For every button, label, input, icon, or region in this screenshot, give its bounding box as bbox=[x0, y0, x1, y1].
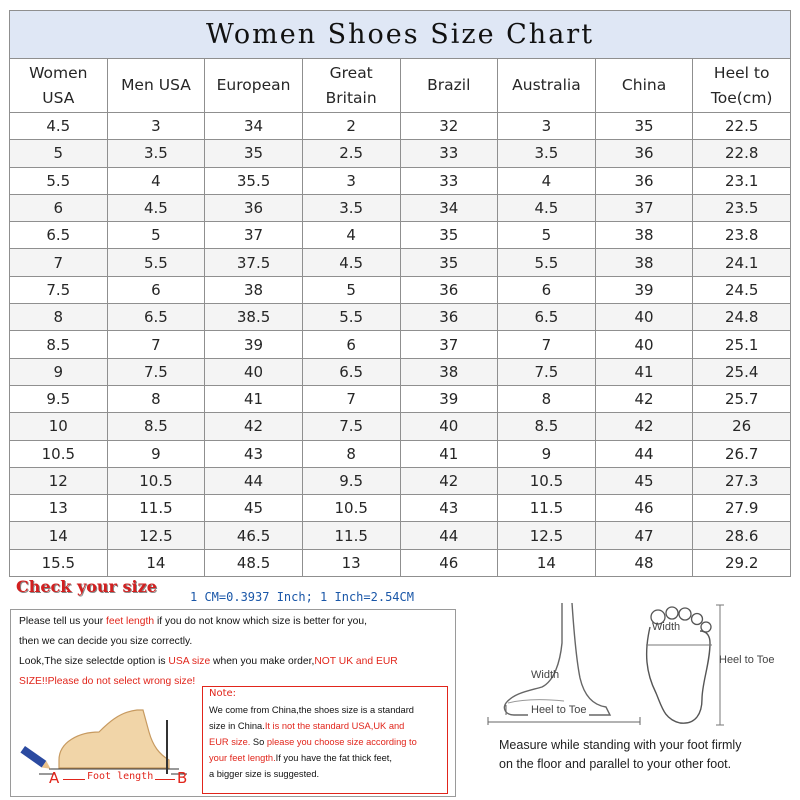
table-cell: 4 bbox=[302, 222, 400, 249]
table-cell: 6 bbox=[302, 331, 400, 358]
heel-to-toe-label-side: Heel to Toe bbox=[528, 704, 589, 716]
table-cell: 8 bbox=[10, 304, 108, 331]
table-row bbox=[10, 358, 791, 385]
table-row bbox=[10, 495, 791, 522]
table-cell: 47 bbox=[595, 522, 693, 549]
table-cell: 38 bbox=[595, 249, 693, 276]
table-row bbox=[10, 549, 791, 576]
chart-title: Women Shoes Size Chart bbox=[10, 11, 791, 59]
table-cell: 48.5 bbox=[205, 549, 303, 576]
table-cell: 6 bbox=[498, 276, 596, 303]
table-cell: 42 bbox=[595, 385, 693, 412]
table-cell: 33 bbox=[400, 167, 498, 194]
table-cell: 7.5 bbox=[10, 276, 108, 303]
table-cell: 3.5 bbox=[107, 140, 205, 167]
table-cell: 14 bbox=[107, 549, 205, 576]
table-cell: 4.5 bbox=[302, 249, 400, 276]
table-cell: 37 bbox=[400, 331, 498, 358]
table-row bbox=[10, 276, 791, 303]
table-cell: 32 bbox=[400, 113, 498, 140]
table-cell: 36 bbox=[595, 140, 693, 167]
table-cell: 4 bbox=[107, 167, 205, 194]
table-cell: 35 bbox=[595, 113, 693, 140]
table-cell: 38.5 bbox=[205, 304, 303, 331]
column-header-text: USA bbox=[42, 88, 75, 107]
column-header-text: Brazil bbox=[427, 76, 471, 94]
table-cell: 7.5 bbox=[107, 358, 205, 385]
column-header-text: Women bbox=[29, 63, 88, 82]
table-cell: 26.7 bbox=[693, 440, 791, 467]
table-cell: 34 bbox=[205, 113, 303, 140]
table-cell: 37 bbox=[205, 222, 303, 249]
table-cell: 3 bbox=[498, 113, 596, 140]
note-line-1: We come from China,the shoes size is a standard bbox=[209, 705, 414, 715]
table-cell: 8 bbox=[498, 385, 596, 412]
table-cell: 37.5 bbox=[205, 249, 303, 276]
table-cell: 7.5 bbox=[302, 413, 400, 440]
note-line-2: size in China.It is not the standard USA,UK and bbox=[209, 721, 405, 731]
table-cell: 23.5 bbox=[693, 194, 791, 221]
table-cell: 45 bbox=[205, 495, 303, 522]
table-cell: 42 bbox=[595, 413, 693, 440]
table-cell: 44 bbox=[400, 522, 498, 549]
table-cell: 11.5 bbox=[107, 495, 205, 522]
table-cell: 45 bbox=[595, 467, 693, 494]
column-header-text: China bbox=[621, 76, 667, 94]
table-cell: 10.5 bbox=[302, 495, 400, 522]
size-chart-table bbox=[9, 10, 791, 577]
chart-body bbox=[10, 113, 791, 577]
table-cell: 22.8 bbox=[693, 140, 791, 167]
table-cell: 4 bbox=[498, 167, 596, 194]
table-cell: 42 bbox=[400, 467, 498, 494]
table-cell: 14 bbox=[498, 549, 596, 576]
table-cell: 42 bbox=[205, 413, 303, 440]
table-cell: 9.5 bbox=[302, 467, 400, 494]
note-line-3: EUR size. So please you choose size according to bbox=[209, 737, 417, 747]
table-cell: 24.1 bbox=[693, 249, 791, 276]
table-cell: 35 bbox=[400, 249, 498, 276]
table-cell: 46 bbox=[400, 549, 498, 576]
table-cell: 8 bbox=[302, 440, 400, 467]
table-cell: 35 bbox=[205, 140, 303, 167]
table-row bbox=[10, 331, 791, 358]
table-cell: 39 bbox=[205, 331, 303, 358]
table-cell: 23.1 bbox=[693, 167, 791, 194]
table-cell: 9 bbox=[10, 358, 108, 385]
size-guide-section bbox=[0, 577, 800, 800]
table-cell: 41 bbox=[400, 440, 498, 467]
column-header bbox=[302, 59, 400, 113]
table-cell: 8.5 bbox=[498, 413, 596, 440]
table-cell: 5.5 bbox=[498, 249, 596, 276]
table-cell: 38 bbox=[205, 276, 303, 303]
table-cell: 10.5 bbox=[498, 467, 596, 494]
table-cell: 41 bbox=[205, 385, 303, 412]
table-cell: 7 bbox=[107, 331, 205, 358]
table-cell: 34 bbox=[400, 194, 498, 221]
table-cell: 8 bbox=[107, 385, 205, 412]
measure-instruction-1: Measure while standing with your foot firmly bbox=[499, 738, 742, 752]
table-cell: 36 bbox=[400, 304, 498, 331]
table-cell: 6.5 bbox=[10, 222, 108, 249]
table-row bbox=[10, 249, 791, 276]
column-header-text: Heel to Toe(cm) bbox=[710, 63, 773, 107]
table-row bbox=[10, 194, 791, 221]
table-cell: 6 bbox=[10, 194, 108, 221]
table-cell: 9.5 bbox=[10, 385, 108, 412]
table-cell: 2 bbox=[302, 113, 400, 140]
table-cell: 5.5 bbox=[107, 249, 205, 276]
note-line-4: your feet length.If you have the fat thick feet, bbox=[209, 753, 392, 763]
table-cell: 40 bbox=[205, 358, 303, 385]
table-cell: 6 bbox=[107, 276, 205, 303]
header-row bbox=[10, 59, 791, 113]
table-cell: 12.5 bbox=[498, 522, 596, 549]
table-cell: 24.8 bbox=[693, 304, 791, 331]
table-cell: 5 bbox=[302, 276, 400, 303]
table-cell: 36 bbox=[595, 167, 693, 194]
table-cell: 46.5 bbox=[205, 522, 303, 549]
instruction-line-4: SIZE!!Please do not select wrong size! bbox=[19, 676, 196, 687]
table-cell: 25.1 bbox=[693, 331, 791, 358]
instruction-line-1: Please tell us your feet length if you do not know which size is better for you, bbox=[19, 616, 368, 627]
table-cell: 23.8 bbox=[693, 222, 791, 249]
table-cell: 11.5 bbox=[302, 522, 400, 549]
column-header bbox=[107, 59, 205, 113]
table-cell: 10.5 bbox=[10, 440, 108, 467]
table-cell: 22.5 bbox=[693, 113, 791, 140]
check-your-size-title: Check your size bbox=[16, 577, 157, 596]
table-cell: 5 bbox=[498, 222, 596, 249]
table-cell: 6.5 bbox=[498, 304, 596, 331]
column-header-text: European bbox=[216, 76, 291, 94]
column-header bbox=[10, 59, 108, 113]
width-label-side: Width bbox=[531, 669, 560, 681]
table-cell: 35.5 bbox=[205, 167, 303, 194]
table-cell: 5 bbox=[10, 140, 108, 167]
table-cell: 25.4 bbox=[693, 358, 791, 385]
table-cell: 41 bbox=[595, 358, 693, 385]
table-row bbox=[10, 304, 791, 331]
table-cell: 38 bbox=[595, 222, 693, 249]
table-cell: 7.5 bbox=[498, 358, 596, 385]
table-cell: 13 bbox=[10, 495, 108, 522]
table-row bbox=[10, 522, 791, 549]
table-cell: 39 bbox=[595, 276, 693, 303]
table-cell: 10 bbox=[10, 413, 108, 440]
column-header bbox=[400, 59, 498, 113]
table-cell: 7 bbox=[302, 385, 400, 412]
column-header-text: Men USA bbox=[121, 76, 191, 94]
table-cell: 4.5 bbox=[498, 194, 596, 221]
table-cell: 5 bbox=[107, 222, 205, 249]
table-cell: 3 bbox=[107, 113, 205, 140]
table-cell: 37 bbox=[595, 194, 693, 221]
table-cell: 13 bbox=[302, 549, 400, 576]
table-cell: 40 bbox=[595, 304, 693, 331]
note-box bbox=[202, 686, 448, 794]
table-cell: 43 bbox=[400, 495, 498, 522]
table-cell: 12.5 bbox=[107, 522, 205, 549]
table-cell: 24.5 bbox=[693, 276, 791, 303]
table-cell: 14 bbox=[10, 522, 108, 549]
table-cell: 3 bbox=[302, 167, 400, 194]
table-cell: 25.7 bbox=[693, 385, 791, 412]
table-cell: 28.6 bbox=[693, 522, 791, 549]
table-cell: 27.3 bbox=[693, 467, 791, 494]
table-cell: 8.5 bbox=[10, 331, 108, 358]
table-cell: 11.5 bbox=[498, 495, 596, 522]
column-header bbox=[498, 59, 596, 113]
table-cell: 9 bbox=[107, 440, 205, 467]
table-cell: 9 bbox=[498, 440, 596, 467]
table-cell: 33 bbox=[400, 140, 498, 167]
table-cell: 38 bbox=[400, 358, 498, 385]
table-cell: 15.5 bbox=[10, 549, 108, 576]
table-row bbox=[10, 140, 791, 167]
heel-to-toe-label-top: Heel to Toe bbox=[719, 654, 775, 666]
column-header-text: Australia bbox=[512, 76, 581, 94]
table-cell: 36 bbox=[205, 194, 303, 221]
table-cell: 44 bbox=[595, 440, 693, 467]
table-row bbox=[10, 413, 791, 440]
table-row bbox=[10, 467, 791, 494]
column-header-text: Britain bbox=[325, 88, 377, 107]
table-cell: 27.9 bbox=[693, 495, 791, 522]
measure-instruction-2: on the floor and parallel to your other foot. bbox=[499, 757, 732, 771]
table-cell: 5.5 bbox=[10, 167, 108, 194]
column-header bbox=[595, 59, 693, 113]
table-cell: 3.5 bbox=[302, 194, 400, 221]
table-row bbox=[10, 113, 791, 140]
table-row bbox=[10, 222, 791, 249]
table-cell: 7 bbox=[498, 331, 596, 358]
table-cell: 4.5 bbox=[10, 113, 108, 140]
instruction-line-2: then we can decide you size correctly. bbox=[19, 636, 193, 647]
table-cell: 6.5 bbox=[107, 304, 205, 331]
table-cell: 46 bbox=[595, 495, 693, 522]
instruction-line-3: Look,The size selectde option is USA size when you make order,NOT UK and EUR bbox=[19, 656, 398, 667]
column-header bbox=[693, 59, 791, 113]
table-cell: 29.2 bbox=[693, 549, 791, 576]
table-cell: 35 bbox=[400, 222, 498, 249]
table-row bbox=[10, 440, 791, 467]
table-cell: 12 bbox=[10, 467, 108, 494]
table-cell: 7 bbox=[10, 249, 108, 276]
table-cell: 8.5 bbox=[107, 413, 205, 440]
table-row bbox=[10, 167, 791, 194]
note-title: Note: bbox=[209, 688, 237, 699]
table-cell: 6.5 bbox=[302, 358, 400, 385]
table-cell: 43 bbox=[205, 440, 303, 467]
pencil-icon bbox=[20, 746, 52, 772]
table-cell: 10.5 bbox=[107, 467, 205, 494]
table-cell: 44 bbox=[205, 467, 303, 494]
column-header bbox=[205, 59, 303, 113]
column-header-text: Great bbox=[329, 63, 373, 82]
table-row bbox=[10, 385, 791, 412]
table-cell: 40 bbox=[400, 413, 498, 440]
width-label-top: Width bbox=[652, 621, 681, 633]
table-cell: 48 bbox=[595, 549, 693, 576]
table-cell: 4.5 bbox=[107, 194, 205, 221]
foot-length-annotation: A Foot length B bbox=[49, 769, 188, 787]
note-line-5: a bigger size is suggested. bbox=[209, 769, 320, 779]
table-cell: 26 bbox=[693, 413, 791, 440]
table-cell: 40 bbox=[595, 331, 693, 358]
table-cell: 2.5 bbox=[302, 140, 400, 167]
table-cell: 39 bbox=[400, 385, 498, 412]
unit-conversion: 1 CM=0.3937 Inch; 1 Inch=2.54CM bbox=[190, 590, 414, 604]
table-cell: 3.5 bbox=[498, 140, 596, 167]
table-cell: 5.5 bbox=[302, 304, 400, 331]
table-cell: 36 bbox=[400, 276, 498, 303]
